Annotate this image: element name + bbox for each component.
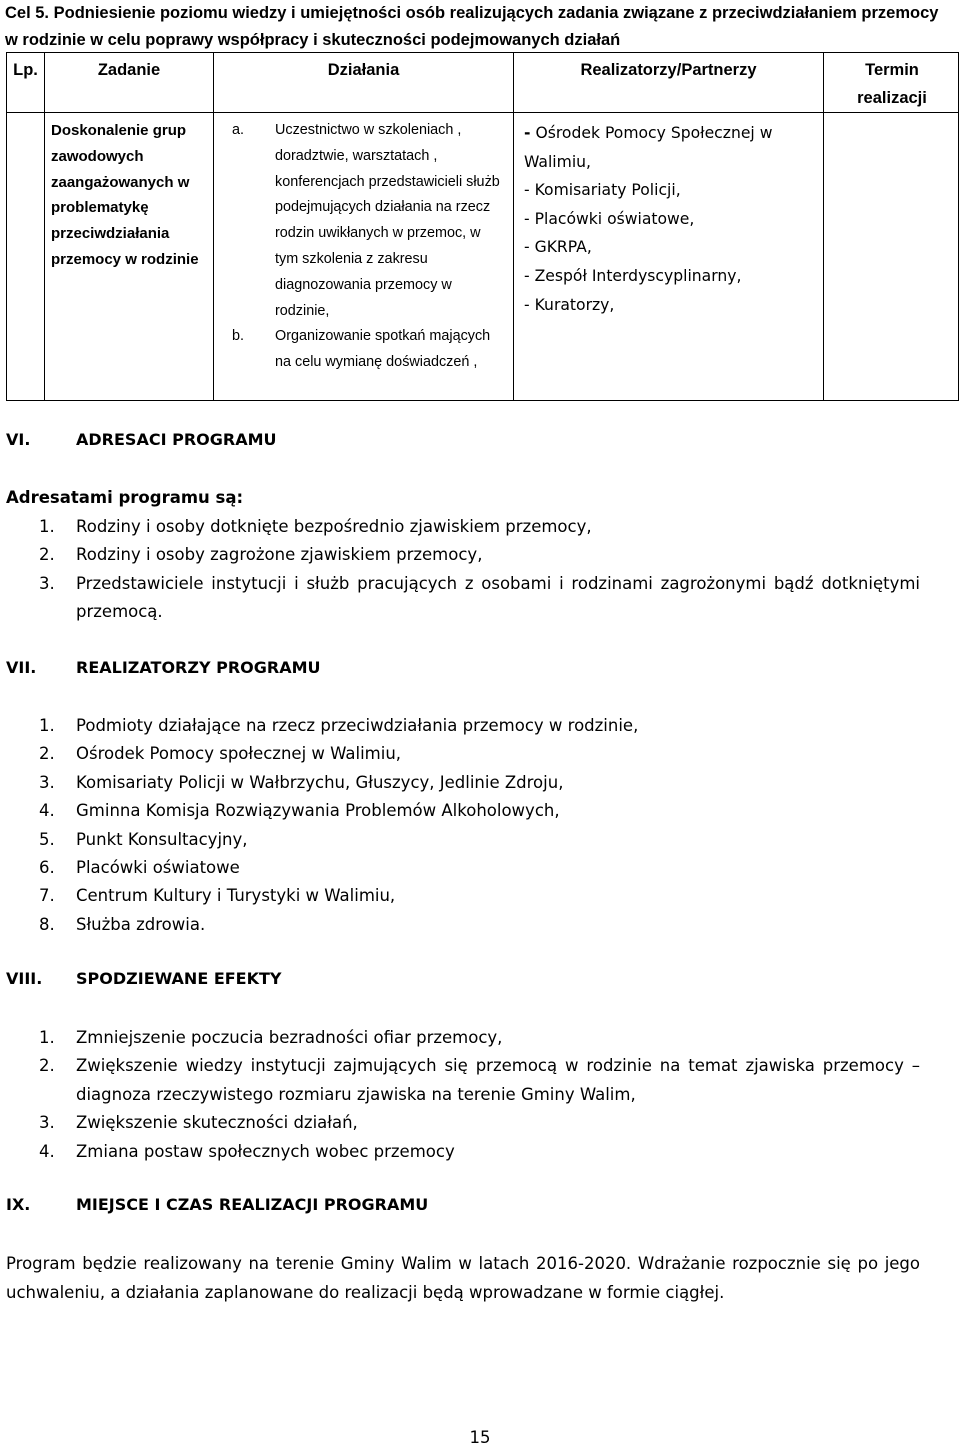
goal-heading: Cel 5. Podniesienie poziomu wiedzy i umiejętności osób realizujących zadania związane z przeciwdziałaniem przemocy w rodzinie w celu poprawy współpracy i skuteczności podejmowanych działań: [5, 4, 939, 49]
effects-list: [6, 1024, 920, 1166]
header-term: Termin realizacji: [824, 53, 959, 113]
cell-lp: [7, 113, 45, 401]
list-item: 8. Służba zdrowia.: [39, 914, 206, 934]
document-page: Cel 5. Podniesienie poziomu wiedzy i umiejętności osób realizujących zadania związane z przeciwdziałaniem przemocy w rodzinie w celu poprawy współpracy i skuteczności podejmowanych działań Lp. Zadanie Działania Realizatorzy/Partnerzy Termin realizacji Doskonalenie grup zawodowych zaangażowanych w problematykę przeciwdziałania przemocy w rodzinie a. Uczestnictwo w szkoleniach , doradztwie, warsztatach , konferencjach przedstawicieli służb podejmujących działania na rzecz rodzin uwikłanych w przemoc, w tym szkolenia z zakresu diagnozowania przemocy w rodzinie, b. Organizowanie spotkań mających na celu wymianę doświadczeń , - Ośrodek Pomocy Społecznej w Walimiu, - Komisariaty Policji, - Placówki oświatowe, - GKRPA, - Zespół Interdyscyplinarny, - Kuratorzy, VI. ADRESACI PROGRAMU Adresatami programu są: 1. Rodziny i osoby dotknięte bezpośrednio zjawiskiem przemocy, 2. Rodziny i osoby zagrożone zjawiskiem przemocy, 3. Przedstawiciele instytucji i służb pracujących z osobami i rodzinami zagrożonymi bądź dotkniętymi przemocą. VII. REALIZATORZY PROGRAMU 1. Podmioty działające na rzecz przeciwdziałania przemocy w rodzinie, 2. Ośrodek Pomocy społecznej w Walimiu, 3. Komisariaty Policji w Wałbrzychu, Głuszycy, Jedlinie Zdroju, 4. Gminna Komisja Rozwiązywania Problemów Alkoholowych, 5. Punkt Konsultacyjny, 6. Placówki oświatowe 7. Centrum Kultury i Turystyki w Walimiu, 8. Służba zdrowia. VIII. SPODZIEWANE EFEKTY 1. Zmniejszenie poczucia bezradności ofiar przemocy, 2. Zwiększenie wiedzy instytucji zajmujących się przemocą w rodzinie na temat zjawiska przemocy – diagnoza rzeczywistego rozmiaru zjawiska na terenie Gminy Walim, 3. Zwiększenie skuteczności działań, 4. Zmiana postaw społecznych wobec przemocy IX. MIEJSCE I CZAS REALIZACJI PROGRAMU Program będzie realizowany na terenie Gminy Walim w latach 2016-2020. Wdrażanie rozpocznie się po jego uchwaleniu, a działania zaplanowane do realizacji będą wprowadzane w formie ciągłej. 15: [0, 0, 960, 1448]
list-item: 3. Komisariaty Policji w Wałbrzychu, Głuszycy, Jedlinie Zdroju,: [39, 772, 564, 792]
table-row: [7, 113, 959, 401]
list-item: 4. Zmiana postaw społecznych wobec przemocy: [39, 1141, 455, 1161]
list-item: 3. Przedstawiciele instytucji i służb pracujących z osobami i rodzinami zagrożonymi bądź dotkniętymi przemocą.: [39, 573, 920, 622]
list-item: 7. Centrum Kultury i Turystyki w Walimiu,: [39, 886, 396, 906]
list-item: 4. Gminna Komisja Rozwiązywania Problemów Alkoholowych,: [39, 801, 560, 821]
realizers-list: [6, 712, 920, 939]
task-text: Doskonalenie grup zawodowych zaangażowanych w problematykę przeciwdziałania przemocy w rodzinie: [51, 122, 199, 268]
addressees-list: [6, 513, 920, 627]
realizer-item: - Placówki oświatowe,: [524, 209, 695, 228]
list-item: 1. Zmniejszenie poczucia bezradności ofiar przemocy,: [39, 1028, 503, 1047]
cell-realizers: [514, 113, 824, 401]
list-item: 1. Rodziny i osoby dotknięte bezpośrednio zjawiskiem przemocy,: [39, 517, 592, 536]
realizer-item: - GKRPA,: [524, 238, 592, 257]
header-lp: Lp.: [7, 53, 45, 113]
addressees-intro: Adresatami programu są:: [6, 488, 244, 507]
realizer-item: - Komisariaty Policji,: [524, 181, 681, 200]
header-task: Zadanie: [45, 53, 214, 113]
list-item: 2. Rodziny i osoby zagrożone zjawiskiem przemocy,: [39, 545, 483, 565]
action-item: a. Uczestnictwo w szkoleniach , doradztwie, warsztatach , konferencjach przedstawicieli służb podejmujących działania na rzecz rodzin uwikłanych w przemoc, w tym szkolenia z zakresu diagnozowania przemocy w rodzinie,: [232, 122, 500, 319]
list-item: 2. Zwiększenie wiedzy instytucji zajmujących się przemocą w rodzinie na temat zjawiska przemocy – diagnoza rzeczywistego rozmiaru zjawiska na terenie Gminy Walim,: [39, 1056, 920, 1104]
list-item: 6. Placówki oświatowe: [39, 858, 240, 878]
header-actions: Działania: [214, 53, 514, 113]
cell-actions: [214, 113, 514, 401]
list-item: 3. Zwiększenie skuteczności działań,: [39, 1113, 358, 1133]
list-item: 2. Ośrodek Pomocy społecznej w Walimiu,: [39, 744, 402, 764]
header-realizers: Realizatorzy/Partnerzy: [514, 53, 824, 113]
action-item: b. Organizowanie spotkań mających na celu wymianę doświadczeń ,: [232, 328, 491, 371]
realizer-item: - Ośrodek Pomocy Społecznej w Walimiu,: [524, 124, 773, 171]
page-number: 15: [469, 1428, 491, 1447]
program-place-time-text: Program będzie realizowany na terenie Gminy Walim w latach 2016-2020. Wdrażanie rozpocznie się po jego uchwaleniu, a działania zaplanowane do realizacji będą wprowadzane w formie ciągłej.: [6, 1254, 920, 1302]
tasks-table: [6, 52, 959, 401]
realizer-item: - Kuratorzy,: [524, 295, 615, 314]
table-header-row: [7, 53, 959, 113]
list-item: 5. Punkt Konsultacyjny,: [39, 829, 248, 849]
cell-term: [824, 113, 959, 401]
list-item: 1. Podmioty działające na rzecz przeciwdziałania przemocy w rodzinie,: [39, 716, 639, 735]
realizer-item: - Zespół Interdyscyplinarny,: [524, 266, 742, 285]
cell-task: [45, 113, 214, 401]
